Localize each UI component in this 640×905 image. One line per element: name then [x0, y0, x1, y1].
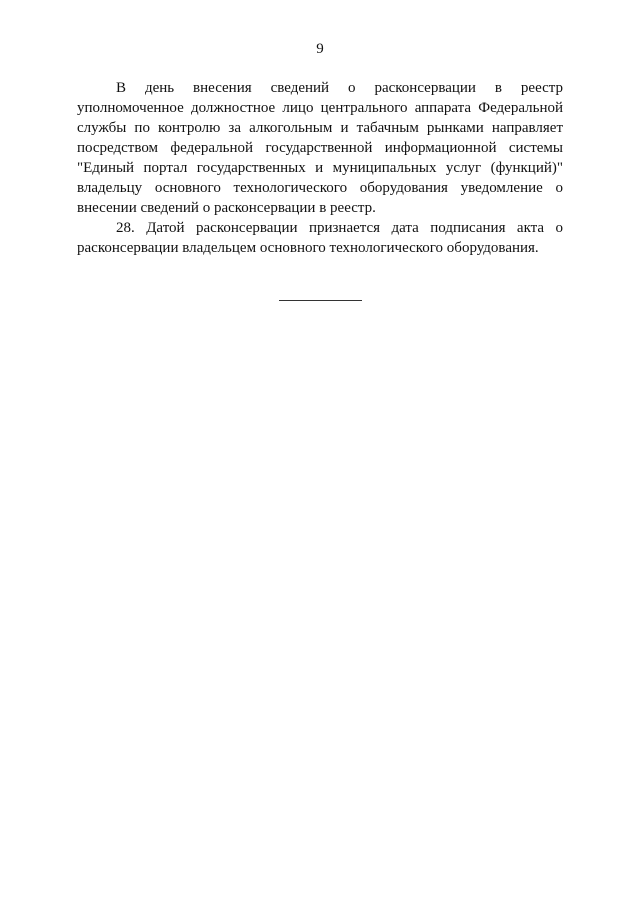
- document-body: [77, 78, 563, 258]
- end-of-document-rule: [279, 300, 362, 301]
- page-number: 9: [316, 41, 324, 57]
- paragraph-28-deconservation-date: 28. Датой расконсервации признается дата подписания акта о расконсервации владельцем основного технологического оборудования.: [77, 220, 563, 256]
- paragraph-registry-notification: В день внесения сведений о расконсервации в реестр уполномоченное должностное лицо центрального аппарата Федеральной службы по контролю за алкогольным и табачным рынками направляет посредством федеральной государственной информационной системы "Единый портал государственных и муниципальных услуг (функций)" владельцу основного технологического оборудования уведомление о внесении сведений о расконсервации в реестр.: [77, 80, 563, 216]
